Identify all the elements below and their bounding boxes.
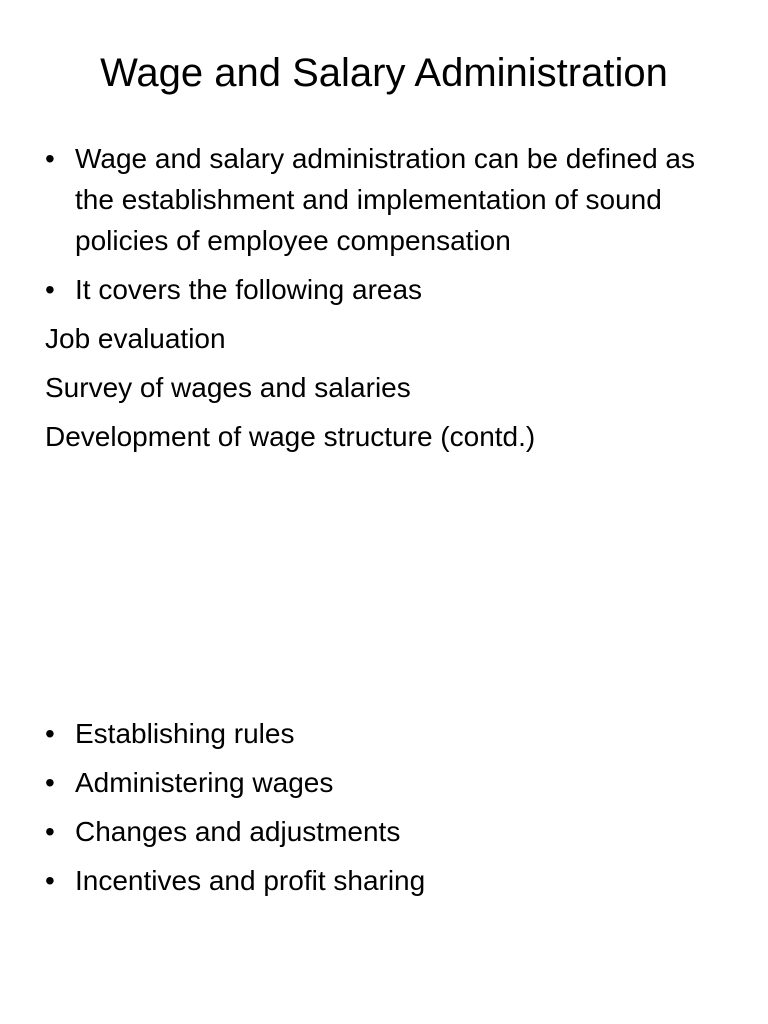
- area-line: Development of wage structure (contd.): [45, 421, 536, 452]
- bullet-marker: •: [45, 767, 55, 798]
- bottom-content: [45, 713, 735, 909]
- bullet-marker: •: [45, 143, 55, 174]
- bullet-text: Wage and salary administration can be defined as the establishment and implementation of sound policies of employee compensation: [75, 143, 695, 256]
- bullet-text: Changes and adjustments: [75, 816, 401, 847]
- bullet-item: [45, 860, 735, 901]
- bullet-marker: •: [45, 865, 55, 896]
- bullet-item: [45, 138, 735, 261]
- bullet-item: [45, 713, 735, 754]
- bullet-marker: •: [45, 816, 55, 847]
- bullet-text: It covers the following areas: [75, 274, 423, 305]
- bullet-item: [45, 269, 735, 310]
- bullet-item: [45, 762, 735, 803]
- top-content: [45, 138, 735, 465]
- bullet-text: Establishing rules: [75, 718, 295, 749]
- bullet-text: Incentives and profit sharing: [75, 865, 426, 896]
- bullet-text: Administering wages: [75, 767, 334, 798]
- bullet-item: [45, 811, 735, 852]
- top-bullet-list: [45, 138, 735, 310]
- bullet-marker: •: [45, 718, 55, 749]
- area-line: Survey of wages and salaries: [45, 372, 411, 403]
- area-line: Job evaluation: [45, 323, 226, 354]
- bullet-marker: •: [45, 274, 55, 305]
- bottom-bullet-list: [45, 713, 735, 901]
- slide-title: Wage and Salary Administration: [100, 51, 668, 95]
